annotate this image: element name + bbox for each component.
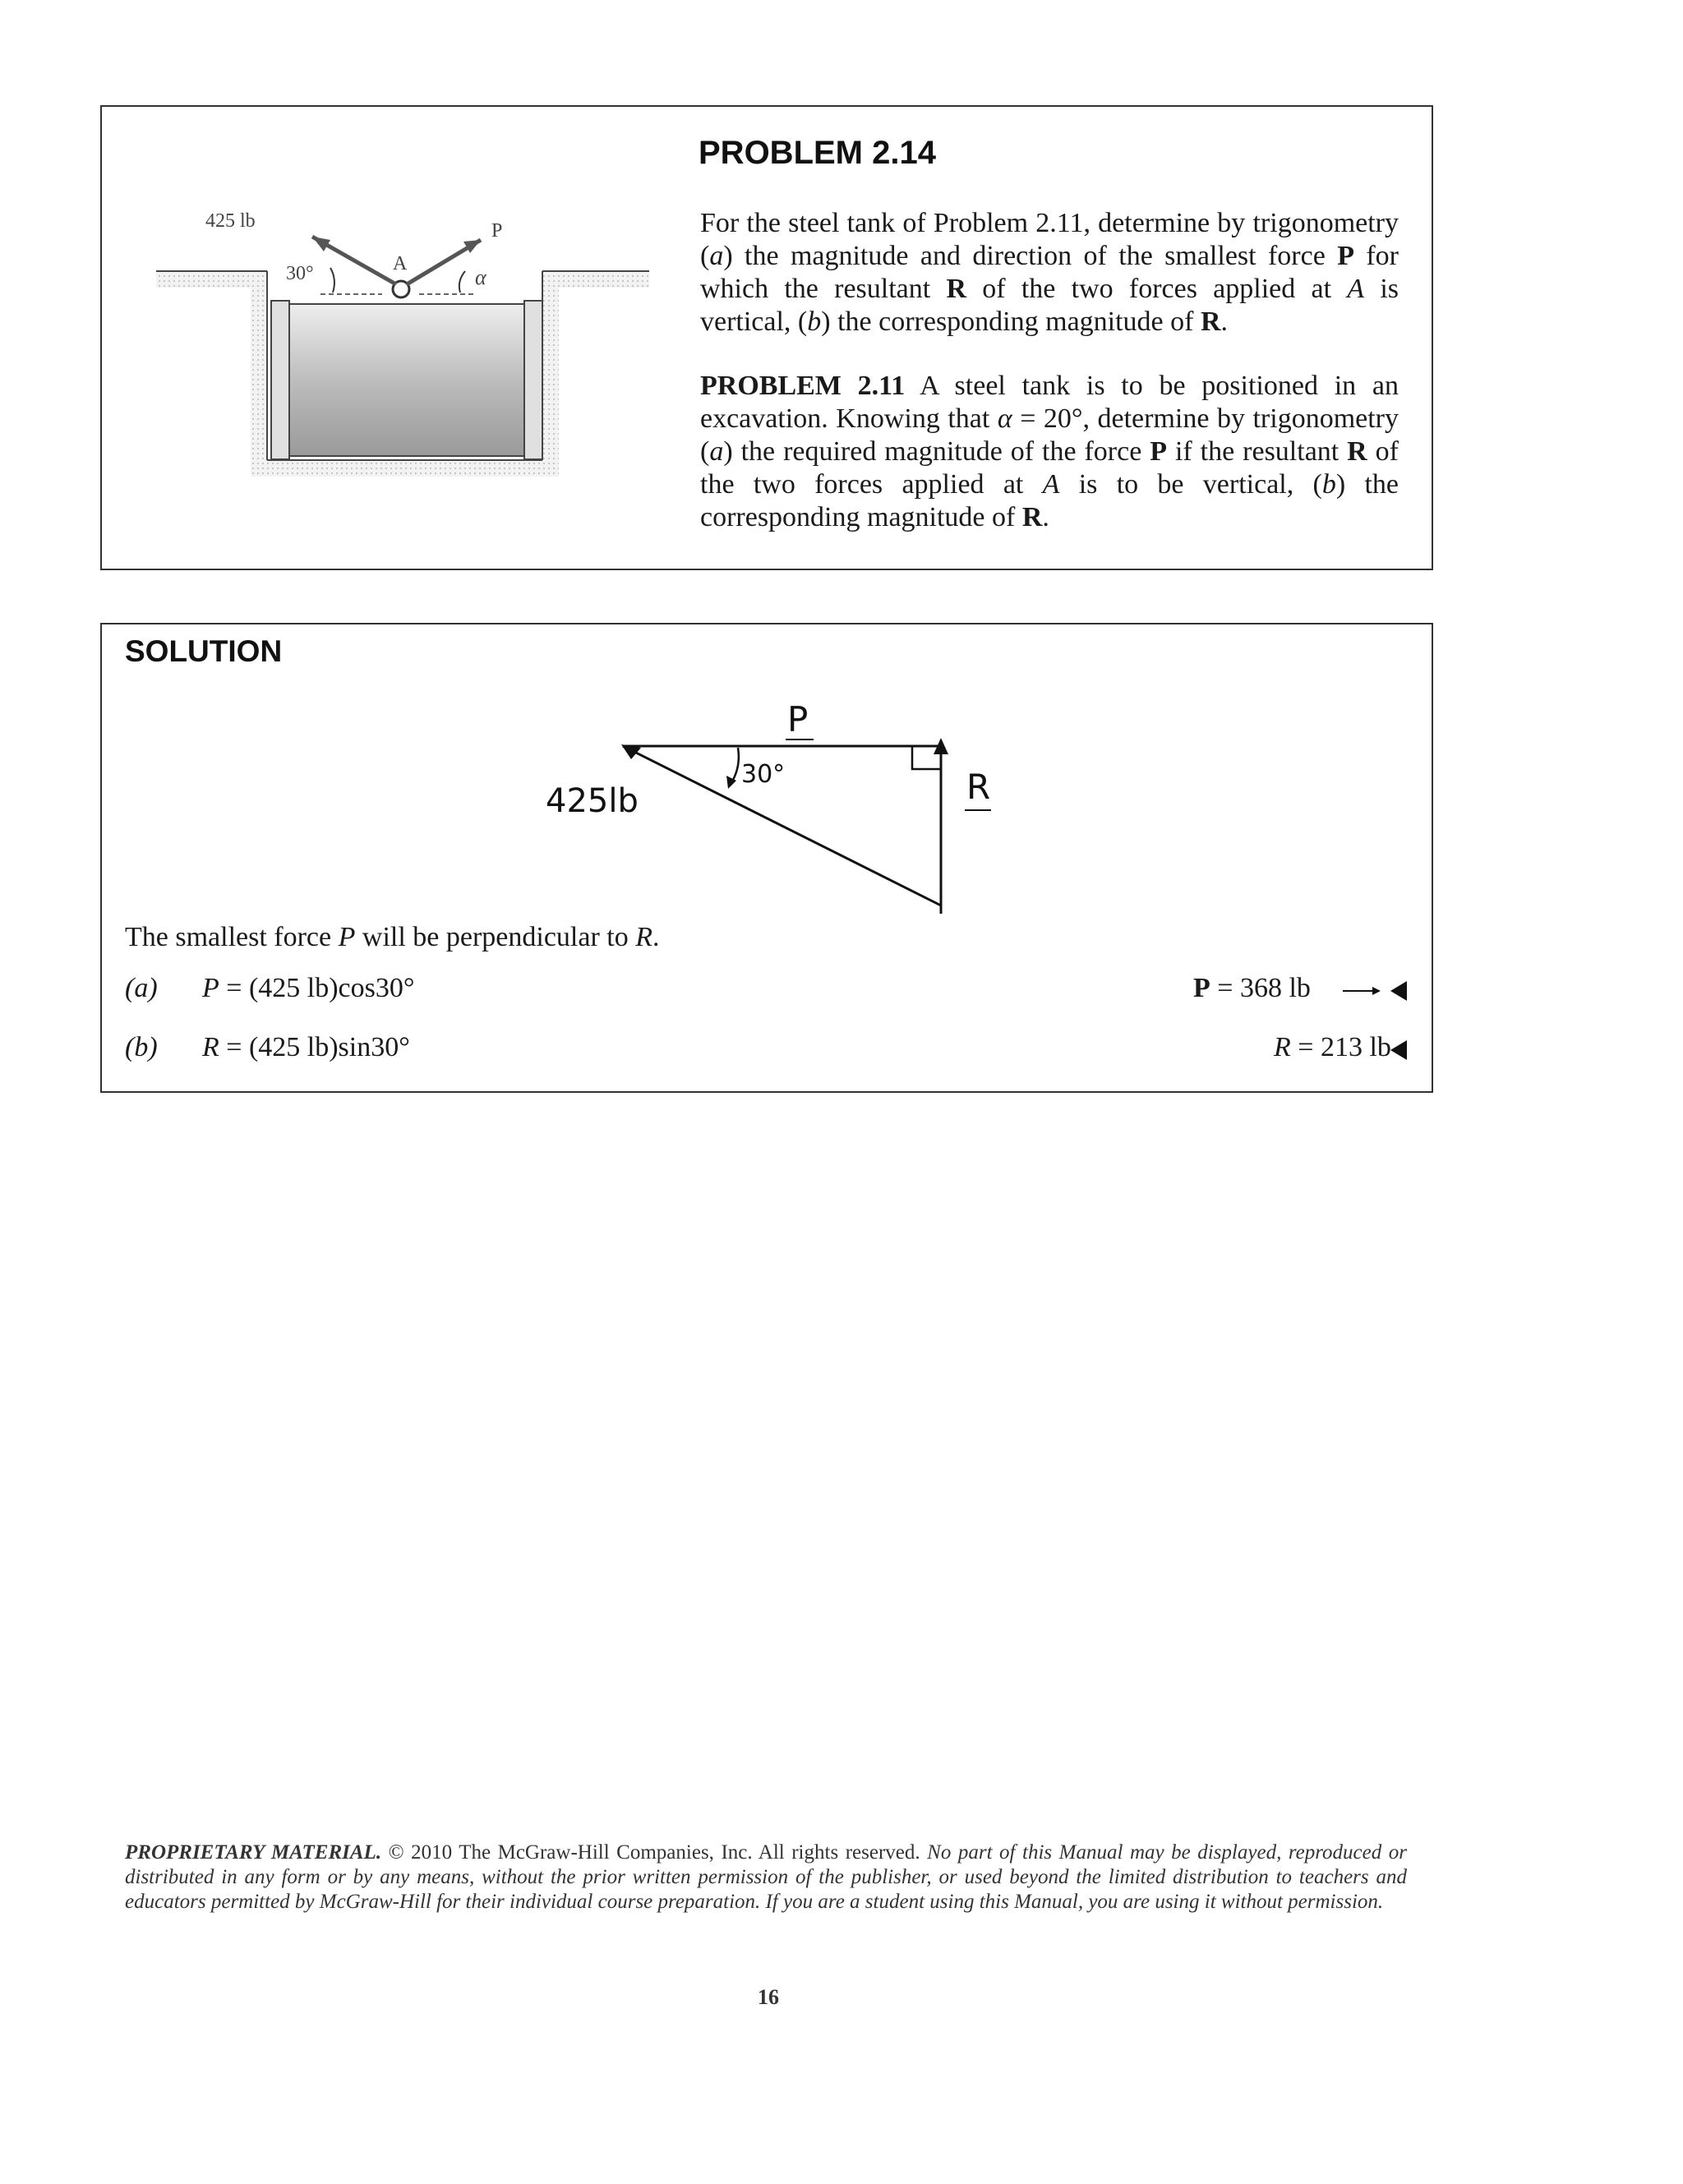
solution-statement: The smallest force P will be perpendicular to R. (125, 922, 660, 952)
part-a-equation: P = (425 lb)cos30° (202, 973, 415, 1003)
sketch-r-label: R (966, 767, 991, 807)
answer-b-marker (1390, 1040, 1407, 1060)
figure-force-label: 425 lb (205, 210, 256, 232)
answer-a-marker (1390, 981, 1407, 1001)
tank-figure (148, 205, 657, 477)
ground-left (156, 271, 267, 288)
part-b-label: (b) (125, 1032, 158, 1062)
copyright-notice: PROPRIETARY MATERIAL. © 2010 The McGraw-Hill Companies, Inc. All rights reserved. No part of this Manual may be displayed, reproduced or distributed in any form or by any means, without the prior written permission of the publisher, or used beyond the limited distribution to teachers and educators permitted by McGraw-Hill for their individual course preparation. If you are a student using this Manual, you are using it without permission. (125, 1841, 1407, 1913)
p-direction-arrow (1343, 986, 1381, 996)
problem-211-text: PROBLEM 2.11 A steel tank is to be positioned in an excavation. Knowing that α = 20°, determine by trigonometry (a) the required magnitude of the force P if the resultant R of the two forces applied at A is to be vertical, (b) the corresponding magnitude of R. (700, 371, 1399, 532)
force-triangle-sketch (526, 690, 1035, 928)
steel-tank (279, 304, 534, 456)
figure-p-label: P (491, 220, 503, 242)
page-number: 16 (758, 1985, 779, 2009)
part-b-equation: R = (425 lb)sin30° (202, 1032, 410, 1062)
figure-angle-label: 30° (286, 263, 314, 284)
part-a-label: (a) (125, 973, 158, 1003)
solution-title: SOLUTION (125, 634, 283, 668)
figure-alpha-label: α (475, 265, 486, 289)
sketch-angle-label: 30° (741, 760, 786, 789)
part-a-answer: P = 368 lb (1193, 973, 1311, 1003)
sketch-p-label: P (787, 699, 809, 740)
figure-point-label: A (393, 253, 408, 274)
sketch-force-label: 425lb (546, 782, 639, 820)
problem-title: PROBLEM 2.14 (699, 135, 936, 171)
problem-214-text: For the steel tank of Problem 2.11, determine by trigonometry (a) the magnitude and direction of the smallest force P for which the resultant R of the two forces applied at A is vertical, (b) the corresponding magnitude of R. (700, 208, 1399, 337)
part-b-answer: R = 213 lb (1274, 1032, 1391, 1062)
